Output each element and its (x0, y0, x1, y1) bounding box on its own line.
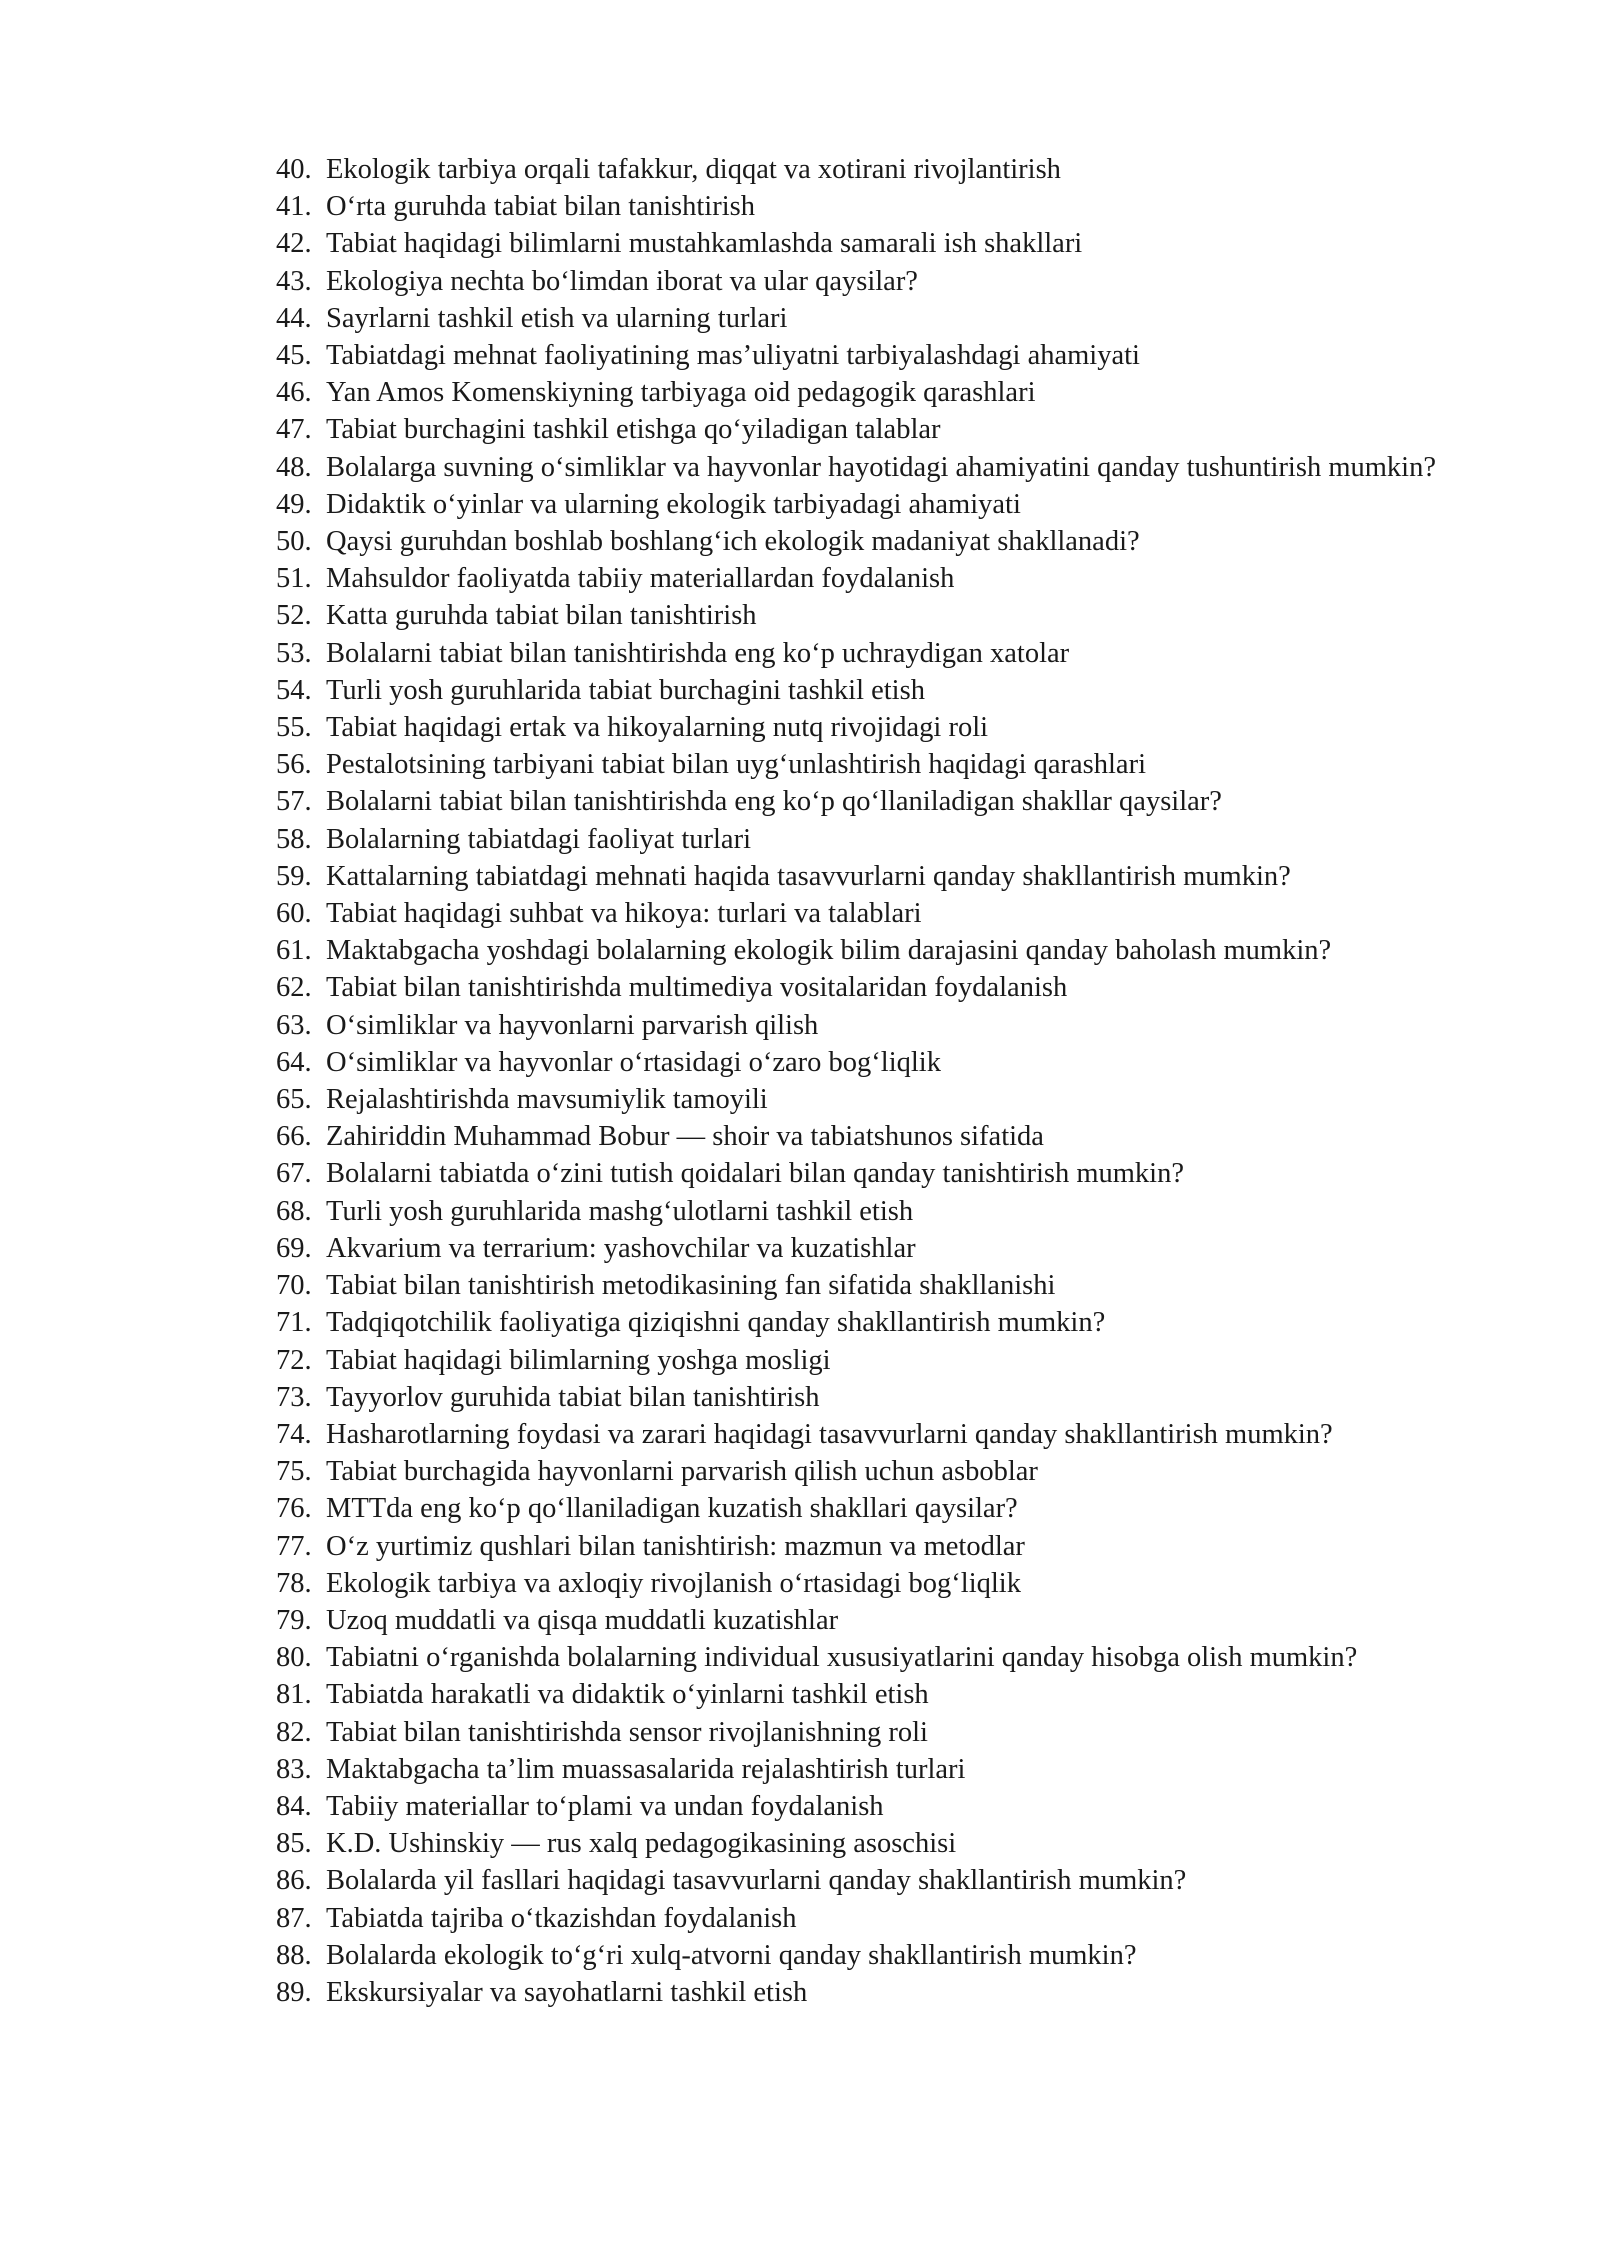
list-item-text: Tabiat haqidagi bilimlarni mustahkamlashda samarali ish shakllari (326, 228, 1083, 260)
list-item (276, 1825, 1516, 1862)
list-item (276, 1788, 1516, 1825)
list-item-text: Tabiat burchagini tashkil etishga qo‘yiladigan talablar (326, 414, 941, 446)
list-item (276, 821, 1516, 858)
list-item-number: 64. (276, 1046, 312, 1078)
list-item-text: Maktabgacha yoshdagi bolalarning ekologik bilim darajasini qanday baholash mumkin? (326, 935, 1332, 967)
list-item-number: 81. (276, 1679, 312, 1711)
list-item (276, 411, 1516, 448)
list-item (276, 151, 1516, 188)
list-item-number: 73. (276, 1381, 312, 1413)
list-item (276, 1230, 1516, 1267)
list-item-number: 69. (276, 1232, 312, 1264)
list-item-number: 76. (276, 1493, 312, 1525)
list-item-text: Pestalotsining tarbiyani tabiat bilan uyg‘unlashtirish haqidagi qarashlari (326, 749, 1146, 781)
list-item (276, 672, 1516, 709)
list-item-number: 50. (276, 526, 312, 558)
list-item-number: 87. (276, 1902, 312, 1934)
list-item (276, 1044, 1516, 1081)
list-item (276, 1639, 1516, 1676)
list-item (276, 1676, 1516, 1713)
list-item-text: Turli yosh guruhlarida tabiat burchagini tashkil etish (326, 674, 925, 706)
list-item-text: Tabiiy materiallar to‘plami va undan foydalanish (326, 1790, 884, 1822)
list-item (276, 1118, 1516, 1155)
list-item-number: 80. (276, 1642, 312, 1674)
list-item-text: Tadqiqotchilik faoliyatiga qiziqishni qanday shakllantirish mumkin? (326, 1307, 1106, 1339)
list-item-number: 48. (276, 451, 312, 483)
list-item (276, 783, 1516, 820)
list-item (276, 1900, 1516, 1937)
list-item-text: Tabiat haqidagi suhbat va hikoya: turlari va talablari (326, 898, 922, 930)
list-item-number: 74. (276, 1418, 312, 1450)
list-item-text: Katta guruhda tabiat bilan tanishtirish (326, 600, 757, 632)
list-item (276, 560, 1516, 597)
list-item-number: 63. (276, 1009, 312, 1041)
list-item (276, 746, 1516, 783)
list-item-number: 44. (276, 302, 312, 334)
list-item-number: 88. (276, 1939, 312, 1971)
list-item-number: 59. (276, 860, 312, 892)
list-item (276, 374, 1516, 411)
list-item (276, 1974, 1516, 2011)
list-item-text: Tabiat bilan tanishtirishda multimediya vositalaridan foydalanish (326, 972, 1068, 1004)
list-item-text: Tabiat burchagida hayvonlarni parvarish qilish uchun asboblar (326, 1456, 1038, 1488)
list-item-text: Tabiatdagi mehnat faoliyatining mas’uliyatni tarbiyalashdagi ahamiyati (326, 340, 1140, 372)
list-item-text: Qaysi guruhdan boshlab boshlang‘ich ekologik madaniyat shakllanadi? (326, 526, 1140, 558)
list-item-text: Tabiatni o‘rganishda bolalarning individual xususiyatlarini qanday hisobga olish mumkin? (326, 1642, 1358, 1674)
list-item-text: Tabiat haqidagi ertak va hikoyalarning nutq rivojidagi roli (326, 712, 989, 744)
list-item-text: MTTda eng ko‘p qo‘llaniladigan kuzatish shakllari qaysilar? (326, 1493, 1018, 1525)
list-item (276, 969, 1516, 1006)
list-item (276, 1453, 1516, 1490)
list-item (276, 1416, 1516, 1453)
list-item-number: 49. (276, 488, 312, 520)
list-item-number: 52. (276, 600, 312, 632)
list-item-number: 47. (276, 414, 312, 446)
list-item (276, 225, 1516, 262)
list-item-text: Tabiat bilan tanishtirish metodikasining fan sifatida shakllanishi (326, 1270, 1056, 1302)
list-item-text: Didaktik o‘yinlar va ularning ekologik tarbiyadagi ahamiyati (326, 488, 1021, 520)
list-item-text: Turli yosh guruhlarida mashg‘ulotlarni tashkil etish (326, 1195, 914, 1227)
list-item-number: 43. (276, 265, 312, 297)
list-item-number: 75. (276, 1456, 312, 1488)
list-item (276, 1937, 1516, 1974)
list-item-text: Tabiatda tajriba o‘tkazishdan foydalanish (326, 1902, 797, 1934)
list-item-number: 84. (276, 1790, 312, 1822)
list-item-number: 83. (276, 1753, 312, 1785)
list-item-text: Bolalarda yil fasllari haqidagi tasavvurlarni qanday shakllantirish mumkin? (326, 1865, 1187, 1897)
list-item (276, 1379, 1516, 1416)
list-item-text: Uzoq muddatli va qisqa muddatli kuzatishlar (326, 1604, 839, 1636)
list-item-number: 65. (276, 1084, 312, 1116)
list-item-text: Tabiatda harakatli va didaktik o‘yinlarni tashkil etish (326, 1679, 929, 1711)
list-item (276, 188, 1516, 225)
list-item-text: Maktabgacha ta’lim muassasalarida rejalashtirish turlari (326, 1753, 966, 1785)
list-item-number: 56. (276, 749, 312, 781)
list-item-number: 51. (276, 563, 312, 595)
list-item-text: Ekologiya nechta bo‘limdan iborat va ular qaysilar? (326, 265, 918, 297)
list-item-text: Tayyorlov guruhida tabiat bilan tanishtirish (326, 1381, 820, 1413)
list-item-text: Ekologik tarbiya va axloqiy rivojlanish o‘rtasidagi bog‘liqlik (326, 1567, 1021, 1599)
list-item (276, 1155, 1516, 1192)
list-item-number: 71. (276, 1307, 312, 1339)
list-item-text: Rejalashtirishda mavsumiylik tamoyili (326, 1084, 768, 1116)
list-item-text: K.D. Ushinskiy — rus xalq pedagogikasining asoschisi (326, 1828, 957, 1860)
list-item (276, 1081, 1516, 1118)
list-item-number: 55. (276, 712, 312, 744)
list-item (276, 523, 1516, 560)
list-item (276, 1565, 1516, 1602)
list-item-number: 41. (276, 191, 312, 223)
list-item (276, 635, 1516, 672)
list-item-text: Hasharotlarning foydasi va zarari haqidagi tasavvurlarni qanday shakllantirish mumkin? (326, 1418, 1333, 1450)
list-item-text: Bolalarni tabiatda o‘zini tutish qoidalari bilan qanday tanishtirish mumkin? (326, 1158, 1184, 1190)
list-item (276, 932, 1516, 969)
list-item-text: Mahsuldor faoliyatda tabiiy materiallardan foydalanish (326, 563, 955, 595)
list-item-number: 54. (276, 674, 312, 706)
list-item-number: 42. (276, 228, 312, 260)
list-item-number: 60. (276, 898, 312, 930)
list-item-text: Yan Amos Komenskiyning tarbiyaga oid pedagogik qarashlari (326, 377, 1036, 409)
list-item (276, 597, 1516, 634)
list-item-number: 82. (276, 1716, 312, 1748)
list-item-number: 61. (276, 935, 312, 967)
list-item-text: O‘z yurtimiz qushlari bilan tanishtirish: mazmun va metodlar (326, 1530, 1025, 1562)
list-item-text: Zahiriddin Muhammad Bobur — shoir va tabiatshunos sifatida (326, 1121, 1044, 1153)
list-item-text: Bolalarning tabiatdagi faoliyat turlari (326, 823, 751, 855)
list-item-number: 57. (276, 786, 312, 818)
list-item-number: 78. (276, 1567, 312, 1599)
list-item-number: 67. (276, 1158, 312, 1190)
list-item-number: 45. (276, 340, 312, 372)
list-item-text: Sayrlarni tashkil etish va ularning turlari (326, 302, 788, 334)
list-item (276, 1007, 1516, 1044)
list-item (276, 1862, 1516, 1899)
list-item-number: 86. (276, 1865, 312, 1897)
list-item (276, 1714, 1516, 1751)
list-item-text: Tabiat haqidagi bilimlarning yoshga mosligi (326, 1344, 831, 1376)
list-item-text: Akvarium va terrarium: yashovchilar va kuzatishlar (326, 1232, 916, 1264)
list-item-text: Bolalarni tabiat bilan tanishtirishda eng ko‘p qo‘llaniladigan shakllar qaysilar? (326, 786, 1222, 818)
list-item (276, 486, 1516, 523)
list-item-number: 85. (276, 1828, 312, 1860)
list-item-number: 46. (276, 377, 312, 409)
list-item (276, 1193, 1516, 1230)
list-item (276, 337, 1516, 374)
list-item-number: 58. (276, 823, 312, 855)
list-item-text: Bolalarga suvning o‘simliklar va hayvonlar hayotidagi ahamiyatini qanday tushuntirish mumkin? (326, 451, 1436, 483)
list-item (276, 1490, 1516, 1527)
list-item-number: 89. (276, 1976, 312, 2008)
list-item-number: 40. (276, 154, 312, 185)
list-item-text: Ekskursiyalar va sayohatlarni tashkil etish (326, 1976, 808, 2008)
list-item-number: 62. (276, 972, 312, 1004)
list-item-number: 68. (276, 1195, 312, 1227)
list-item-number: 70. (276, 1270, 312, 1302)
list-item-number: 66. (276, 1121, 312, 1153)
list-item (276, 263, 1516, 300)
list-item (276, 1528, 1516, 1565)
list-item (276, 1602, 1516, 1639)
list-item-number: 79. (276, 1604, 312, 1636)
list-item (276, 1267, 1516, 1304)
list-item-text: O‘rta guruhda tabiat bilan tanishtirish (326, 191, 755, 223)
list-item-text: O‘simliklar va hayvonlar o‘rtasidagi o‘zaro bog‘liqlik (326, 1046, 941, 1078)
list-item (276, 709, 1516, 746)
list-item-text: Bolalarda ekologik to‘g‘ri xulq-atvorni qanday shakllantirish mumkin? (326, 1939, 1137, 1971)
list-item-text: Kattalarning tabiatdagi mehnati haqida tasavvurlarni qanday shakllantirish mumkin? (326, 860, 1291, 892)
list-item (276, 1304, 1516, 1341)
list-item (276, 858, 1516, 895)
list-item (276, 895, 1516, 932)
list-item (276, 1342, 1516, 1379)
list-item-number: 53. (276, 637, 312, 669)
list-item-text: Ekologik tarbiya orqali tafakkur, diqqat va xotirani rivojlantirish (326, 154, 1061, 185)
list-item (276, 300, 1516, 337)
list-item-text: Tabiat bilan tanishtirishda sensor rivojlanishning roli (326, 1716, 928, 1748)
list-item (276, 1751, 1516, 1788)
list-item-text: O‘simliklar va hayvonlarni parvarish qilish (326, 1009, 819, 1041)
question-list (276, 151, 1516, 2011)
list-item-number: 72. (276, 1344, 312, 1376)
list-item-text: Bolalarni tabiat bilan tanishtirishda eng ko‘p uchraydigan xatolar (326, 637, 1070, 669)
list-item (276, 449, 1516, 486)
list-item-number: 77. (276, 1530, 312, 1562)
